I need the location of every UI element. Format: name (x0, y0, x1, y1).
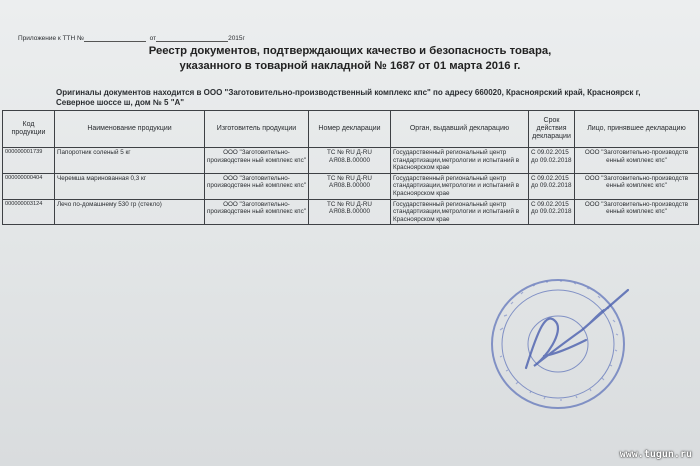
annex-line (18, 34, 245, 42)
cell-maker: ООО "Заготовительно-производствен ный комплекс кпс" (205, 148, 309, 174)
title-line-2: указанного в товарной накладной № 1687 от 01 марта 2016 г. (179, 60, 521, 72)
annex-year: 2015г (228, 35, 245, 42)
cell-authority: Государственный региональный центр стандартизации,метрологии и испытаний в Красноярском крае (391, 173, 529, 199)
cell-authority: Государственный региональный центр стандартизации,метрологии и испытаний в Красноярском крае (391, 199, 529, 225)
title-line-1: Реестр документов, подтверждающих качество и безопасность товара, (148, 45, 552, 57)
cell-name: Папоротник соленый 5 кг (55, 148, 205, 174)
cell-declaration-number: ТС № RU Д-RU АЯ08.В.00000 (309, 199, 391, 225)
annex-date-blank (156, 34, 228, 42)
cell-maker: ООО "Заготовительно-производствен ный комплекс кпс" (205, 199, 309, 225)
table-row (3, 199, 699, 225)
header-declaration-number: Номер декларации (309, 111, 391, 148)
table-row (3, 148, 699, 174)
header-code: Код продукции (3, 111, 55, 148)
register-table (2, 110, 699, 225)
seal-ring-text (500, 281, 618, 401)
cell-person: ООО "Заготовительно-производств енный комплекс кпс" (575, 199, 699, 225)
cell-name: Лечо по-домашнему 530 гр (стекло) (55, 199, 205, 225)
cell-declaration-number: ТС № RU Д-RU АЯ08.В.00000 (309, 173, 391, 199)
cell-code: 000000003124 (3, 199, 55, 225)
header-name: Наименование продукции (55, 111, 205, 148)
header-authority: Орган, выдавший декларацию (391, 111, 529, 148)
cell-declaration-number: ТС № RU Д-RU АЯ08.В.00000 (309, 148, 391, 174)
annex-from: от (149, 35, 157, 42)
annex-number-blank (84, 34, 146, 42)
annex-prefix: Приложение к ТТН № (18, 35, 84, 42)
header-validity: Срок действия декларации (529, 111, 575, 148)
originals-note: Оригиналы документов находится в ООО "Заготовительно-производственный комплекс кпс" по адресу 660020, Красноярский край, Красноярск г, Северное шоссе ш, дом № 5 "А" (56, 88, 641, 107)
table-row (3, 173, 699, 199)
cell-authority: Государственный региональный центр стандартизации,метрологии и испытаний в Красноярском крае (391, 148, 529, 174)
cell-code: 000000000404 (3, 173, 55, 199)
cell-validity: С 09.02.2015 до 09.02.2018 (529, 199, 575, 225)
header-person: Лицо, принявшее декларацию (575, 111, 699, 148)
table-header-row (3, 111, 699, 148)
site-watermark: www.tugun.ru (619, 449, 692, 460)
cell-person: ООО "Заготовительно-производств енный комплекс кпс" (575, 148, 699, 174)
header-maker: Изготовитель продукции (205, 111, 309, 148)
cell-maker: ООО "Заготовительно-производствен ный комплекс кпс" (205, 173, 309, 199)
company-seal-stamp (486, 270, 636, 412)
cell-code: 000000001739 (3, 148, 55, 174)
cell-person: ООО "Заготовительно-производств енный комплекс кпс" (575, 173, 699, 199)
cell-validity: С 09.02.2015 до 09.02.2018 (529, 148, 575, 174)
cell-validity: С 09.02.2015 до 09.02.2018 (529, 173, 575, 199)
cell-name: Черемша маринованная 0,3 кг (55, 173, 205, 199)
document-title (90, 44, 610, 74)
seal-rings (492, 280, 624, 408)
